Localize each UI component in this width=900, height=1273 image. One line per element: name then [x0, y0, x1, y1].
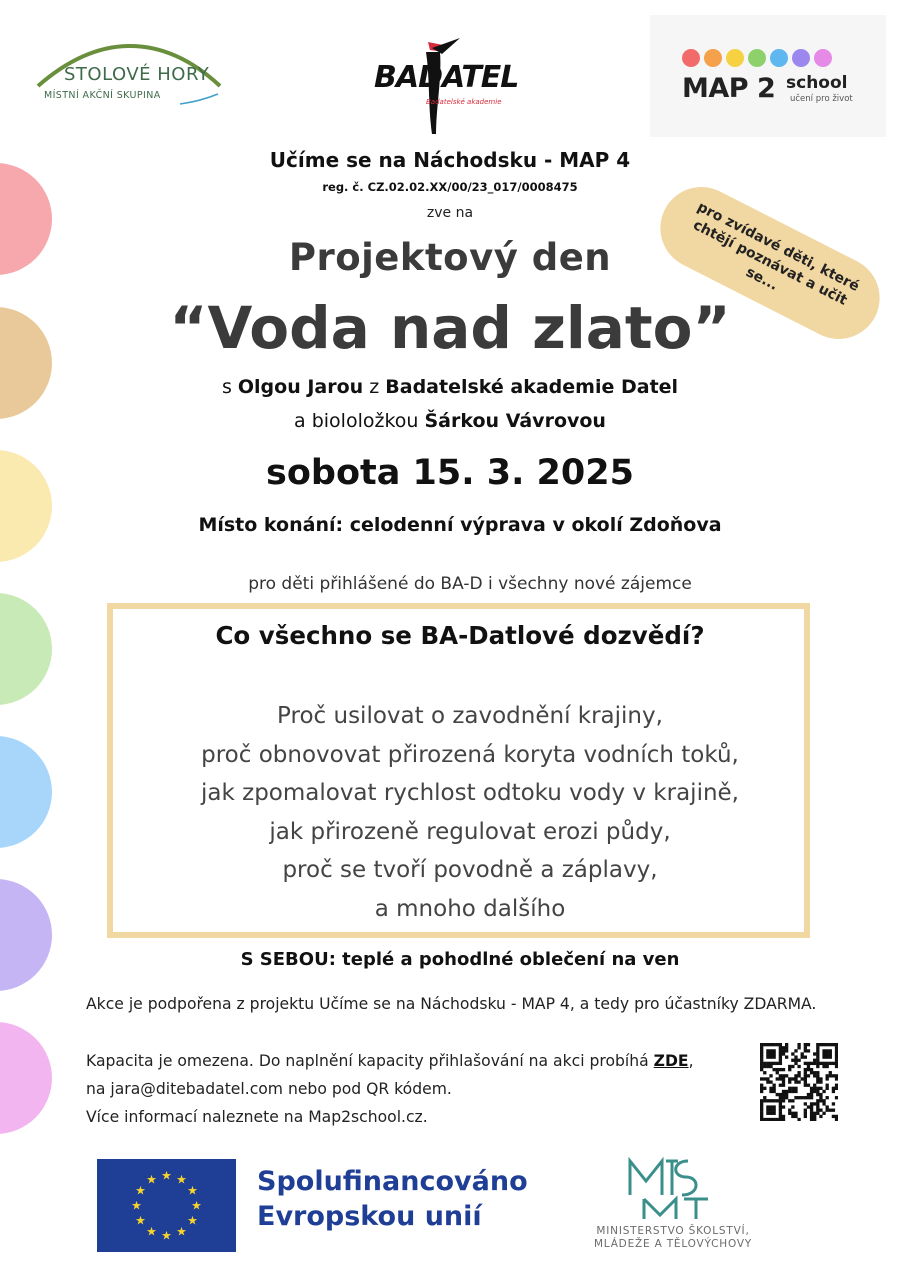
map2school-dots — [682, 49, 832, 67]
event-name: “Voda nad zlato” — [169, 294, 731, 362]
academy-name: Badatelské akademie Datel — [385, 376, 679, 398]
map-dot — [726, 49, 744, 67]
msmt-line-2: MLÁDEŽE A TĚLOVÝCHOVY — [593, 1238, 753, 1250]
guide-name-olga: Olgou Jarou — [237, 376, 364, 398]
topics-heading: Co všechno se BA-Datlové dozvědí? — [215, 621, 705, 650]
capacity-comma: , — [688, 1052, 694, 1070]
event-audience: pro děti přihlášené do BA-D i všechny nové zájemce — [248, 574, 692, 594]
msmt-text — [568, 1225, 778, 1251]
event-type: Projektový den — [288, 236, 612, 279]
guides-line-1 — [100, 376, 800, 398]
map-dot — [748, 49, 766, 67]
qr-code[interactable] — [760, 1043, 838, 1121]
decor-dot-magenta — [0, 1022, 52, 1134]
badatel-subtitle: Badatelské akademie — [426, 98, 502, 106]
guides-pre: s — [221, 376, 238, 398]
guides-mid: z — [363, 376, 386, 398]
more-info-line: Více informací naleznete na Map2school.cz. — [86, 1108, 428, 1126]
eu-star: ★ — [146, 1172, 157, 1187]
map2school-subtitle: učení pro život — [790, 94, 853, 104]
topic-item: proč se tvoří povodně a záplavy, — [282, 857, 658, 883]
registration-info — [86, 1047, 766, 1131]
qr-code-graphic — [760, 1043, 838, 1121]
topic-item: proč obnovovat přirozená koryta vodních toků, — [201, 741, 739, 768]
organizer-title: Učíme se na Náchodsku - MAP 4 — [269, 148, 631, 172]
topic-item: a mnoho dalšího — [374, 895, 566, 922]
topic-item: jak zpomalovat rychlost odtoku vody v krajině, — [201, 780, 739, 806]
capacity-text: Kapacita je omezena. Do naplnění kapacity přihlašování na akci probíhá — [86, 1052, 654, 1070]
msmt-monogram-icon — [568, 1155, 778, 1225]
eu-star: ★ — [135, 1213, 146, 1228]
map-dot — [704, 49, 722, 67]
eu-stars-icon — [97, 1159, 236, 1252]
eu-star: ★ — [191, 1198, 202, 1213]
eu-star: ★ — [135, 1183, 146, 1198]
audience-badge-text: pro zvídavé děti, které chtějí poznávat a učit se... — [690, 199, 862, 309]
stolove-subtitle: MÍSTNÍ AKČNÍ SKUPINA — [44, 90, 161, 101]
msmt-logo — [568, 1155, 778, 1255]
eu-star: ★ — [161, 1228, 172, 1243]
event-date: sobota 15. 3. 2025 — [266, 453, 634, 493]
map2school-title: MAP 2 — [682, 73, 776, 104]
registration-number: reg. č. CZ.02.02.XX/00/23_017/0008475 — [322, 180, 578, 194]
capacity-line — [86, 1047, 766, 1075]
eu-star: ★ — [146, 1224, 157, 1239]
eu-star: ★ — [187, 1213, 198, 1228]
eu-star: ★ — [176, 1224, 187, 1239]
badatel-logo — [370, 38, 519, 136]
event-place: Místo konání: celodenní výprava v okolí Zdoňova — [198, 514, 722, 536]
map-dot — [792, 49, 810, 67]
funding-note: Akce je podpořena z projektu Učíme se na Náchodsku - MAP 4, a tedy pro účastníky ZDARMA. — [86, 995, 817, 1013]
eu-star: ★ — [161, 1168, 172, 1183]
decor-dot-purple — [0, 879, 52, 991]
map-dot — [770, 49, 788, 67]
guide-name-sarka: Šárkou Vávrovou — [424, 410, 606, 432]
msmt-line-1: MINISTERSTVO ŠKOLSTVÍ, — [596, 1225, 750, 1237]
topic-item: Proč usilovat o zavodnění krajiny, — [277, 703, 663, 729]
decor-dot-yellow — [0, 450, 52, 562]
guides-pre-2: a biololožkou — [294, 410, 425, 432]
stolove-title: STOLOVÉ HORY — [64, 64, 210, 85]
topics-list — [110, 697, 830, 928]
eu-flag-icon — [97, 1159, 236, 1252]
decor-dot-green — [0, 593, 52, 705]
topic-item: jak přirozeně regulovat erozi půdy, — [269, 818, 671, 845]
register-link[interactable]: ZDE — [653, 1052, 689, 1070]
map-dot — [682, 49, 700, 67]
eu-line-1: Spolufinancováno — [257, 1166, 528, 1197]
eu-cofunded-text — [257, 1164, 528, 1234]
invite-text: zve na — [426, 205, 474, 221]
eu-star: ★ — [187, 1183, 198, 1198]
what-to-bring: S SEBOU: teplé a pohodlné oblečení na ven — [240, 949, 680, 970]
contact-line: na jara@ditebadatel.com nebo pod QR kódem. — [86, 1080, 452, 1098]
map-dot — [814, 49, 832, 67]
map2school-logo — [650, 15, 886, 137]
badatel-title: BADATEL — [374, 60, 519, 95]
guides-line-2 — [100, 410, 800, 432]
eu-line-2: Evropskou unií — [257, 1201, 482, 1232]
decor-dot-pink — [0, 163, 52, 275]
eu-star: ★ — [131, 1198, 142, 1213]
map2school-school: school — [786, 73, 848, 93]
stolove-hory-logo — [30, 38, 230, 108]
decor-dot-blue — [0, 736, 52, 848]
eu-star: ★ — [176, 1172, 187, 1187]
decor-dot-tan — [0, 307, 52, 419]
